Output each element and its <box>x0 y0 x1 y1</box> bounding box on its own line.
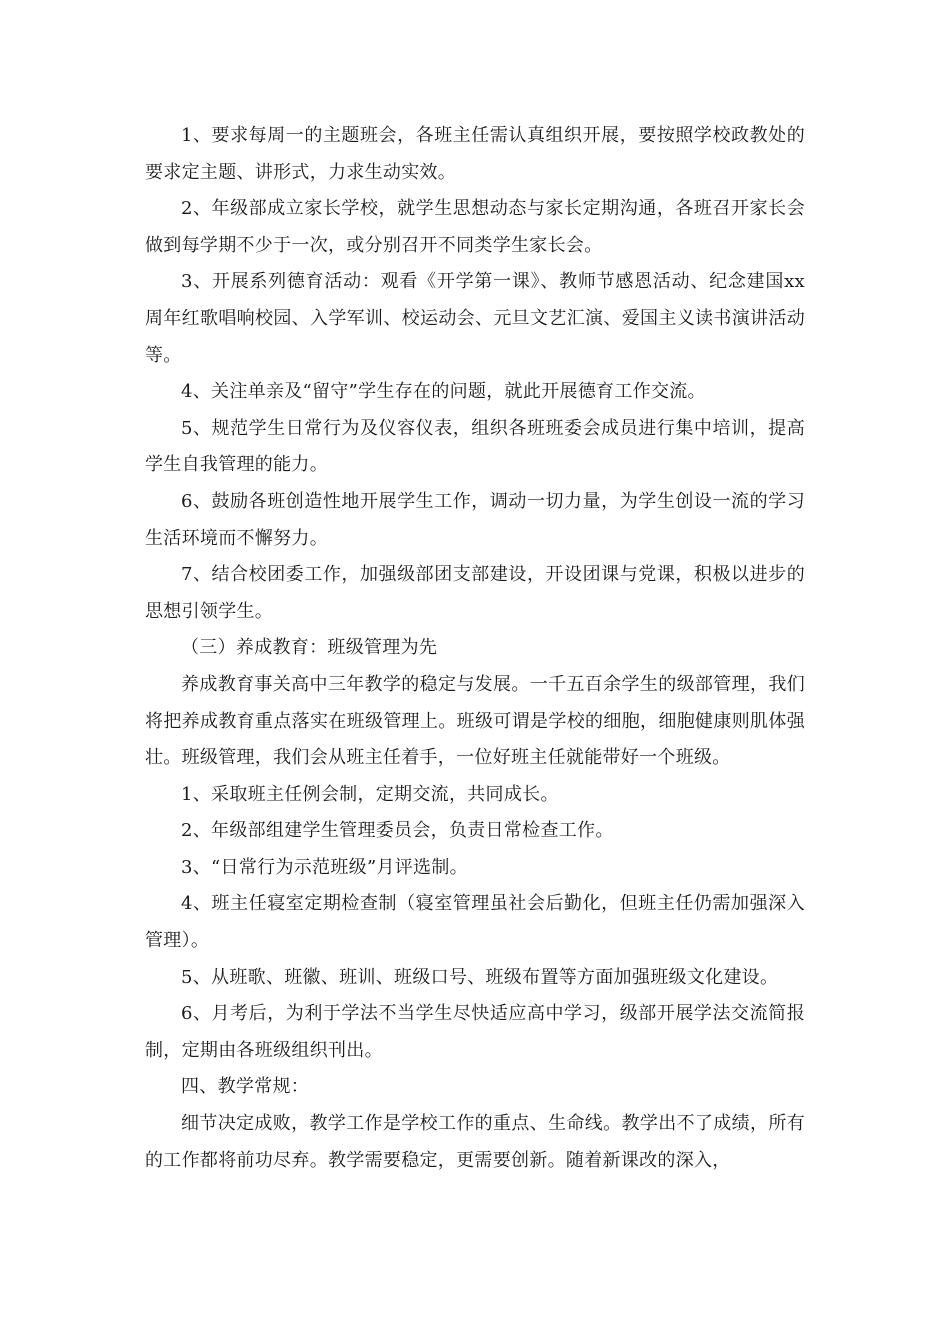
paragraph: 1、要求每周一的主题班会，各班主任需认真组织开展，要按照学校政教处的要求定主题、讲形式，力求生动实效。 <box>145 125 805 183</box>
paragraph: 2、年级部成立家长学校，就学生思想动态与家长定期沟通，各班召开家长会做到每学期不少于一次，或分别召开不同类学生家长会。 <box>145 198 805 256</box>
paragraph: 4、班主任寝室定期检查制（寝室管理虽社会后勤化，但班主任仍需加强深入管理）。 <box>145 893 805 952</box>
paragraph: 6、月考后，为利于学法不当学生尽快适应高中学习，级部开展学法交流简报制，定期由各班级组织刊出。 <box>145 1003 805 1061</box>
paragraph: 3、“日常行为示范班级”月评选制。 <box>181 856 468 878</box>
paragraph: 7、结合校团委工作，加强级部团支部建设，开设团课与党课，积极以进步的思想引领学生。 <box>145 564 805 622</box>
paragraph: 1、采取班主任例会制，定期交流，共同成长。 <box>181 783 559 805</box>
paragraph: 4、关注单亲及“留守”学生存在的问题，就此开展德育工作交流。 <box>181 381 706 403</box>
paragraph: 5、从班歌、班徽、班训、班级口号、班级布置等方面加强班级文化建设。 <box>181 966 779 988</box>
paragraph: 5、规范学生日常行为及仪容仪表，组织各班班委会成员进行集中培训，提高学生自我管理的能力。 <box>145 417 805 476</box>
document-body <box>145 118 805 1179</box>
section-heading: 四、教学常规： <box>181 1076 310 1098</box>
paragraph: 6、鼓励各班创造性地开展学生工作，调动一切力量，为学生创设一流的学习生活环境而不懈努力。 <box>145 490 805 549</box>
section-heading: （三）养成教育：班级管理为先 <box>181 637 438 659</box>
paragraph: 细节决定成败，教学工作是学校工作的重点、生命线。教学出不了成绩，所有的工作都将前功尽弃。教学需要稳定，更需要创新。随着新课改的深入， <box>145 1113 805 1171</box>
paragraph: 3、开展系列德育活动：观看《开学第一课》、教师节感恩活动、纪念建国xx周年红歌唱响校园、入学军训、校运动会、元旦文艺汇演、爱国主义读书演讲活动等。 <box>145 271 805 366</box>
paragraph: 养成教育事关高中三年教学的稳定与发展。一千五百余学生的级部管理，我们将把养成教育重点落实在班级管理上。班级可谓是学校的细胞，细胞健康则肌体强壮。班级管理，我们会从班主任着手，一位好班主任就能带好一个班级。 <box>145 673 805 769</box>
paragraph: 2、年级部组建学生管理委员会，负责日常检查工作。 <box>181 820 614 842</box>
